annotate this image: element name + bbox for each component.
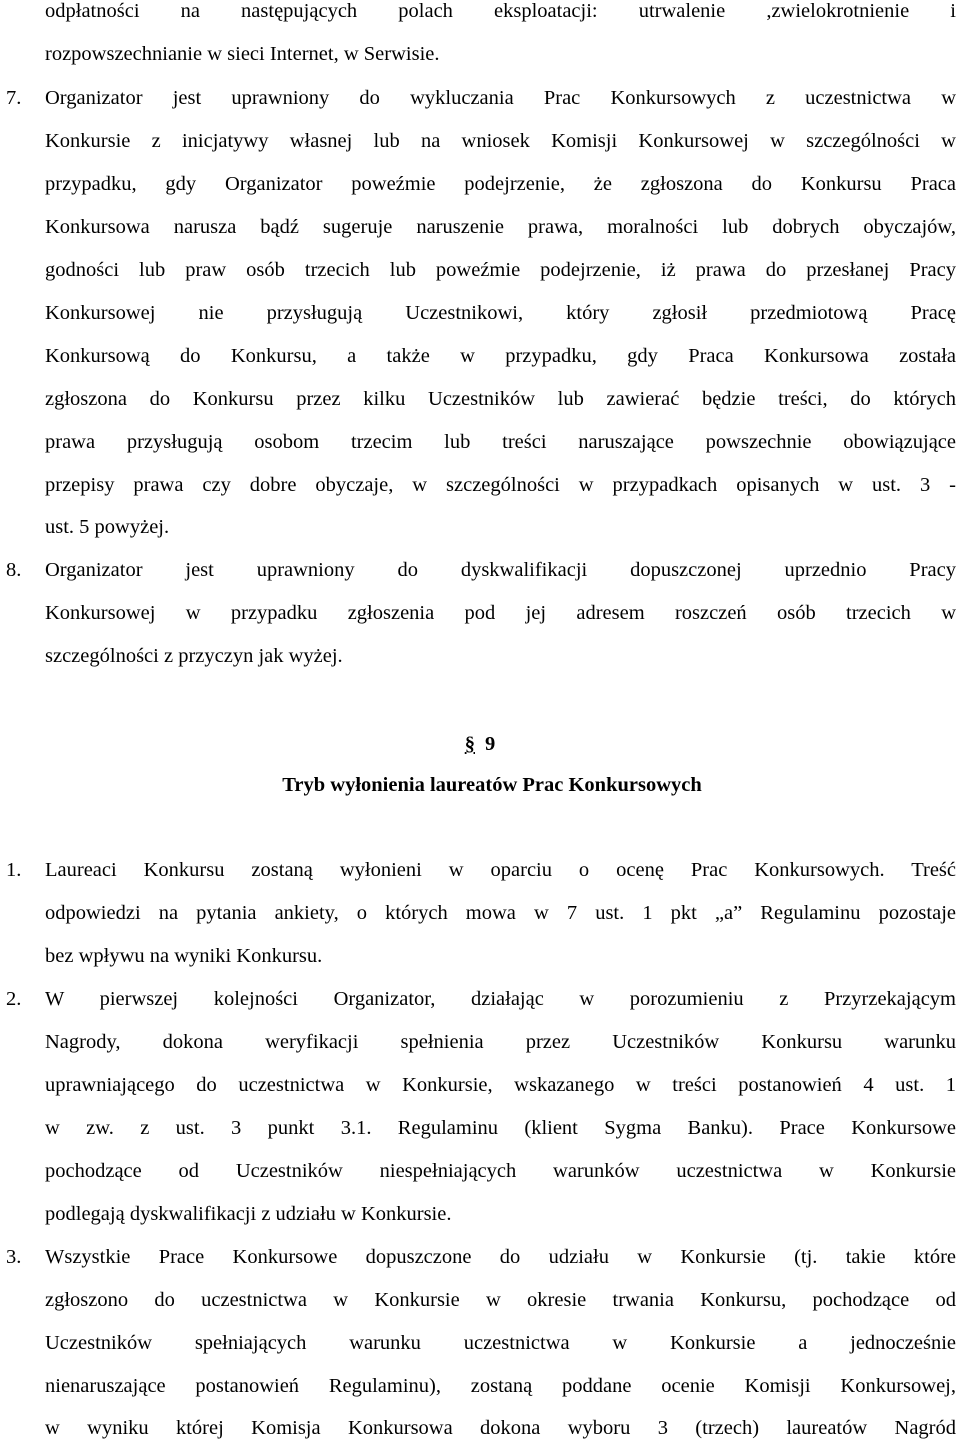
list-number: 3. — [6, 1246, 22, 1268]
text-line: zgłoszono do uczestnictwa w Konkursie w okresie trwania Konkursu, pochodzące od — [45, 1289, 956, 1311]
text-line: w zw. z ust. 3 punkt 3.1. Regulaminu (klient Sygma Banku). Prace Konkursowe — [45, 1117, 956, 1139]
text-line: przepisy prawa czy dobre obyczaje, w szczególności w przypadkach opisanych w ust. 3 - — [45, 474, 956, 496]
text-line: Laureaci Konkursu zostaną wyłonieni w oparciu o ocenę Prac Konkursowych. Treść — [45, 859, 956, 881]
text-line: Konkursowej nie przysługują Uczestnikowi, który zgłosił przedmiotową Pracę — [45, 302, 956, 324]
section-number — [0, 732, 960, 756]
text-line: zgłoszona do Konkursu przez kilku Uczestników lub zawierać będzie treści, do których — [45, 388, 956, 410]
text-line: prawa przysługują osobom trzecim lub treści naruszające powszechnie obowiązujące — [45, 431, 956, 453]
text-line: Wszystkie Prace Konkursowe dopuszczone do udziału w Konkursie (tj. takie które — [45, 1246, 956, 1268]
text-line: Organizator jest uprawniony do wykluczania Prac Konkursowych z uczestnictwa w — [45, 87, 956, 109]
text-line: Uczestników spełniających warunku uczestnictwa w Konkursie a jednocześnie — [45, 1332, 956, 1354]
text-line: podlegają dyskwalifikacji z udziału w Konkursie. — [45, 1203, 452, 1225]
text-line: Konkursie z inicjatywy własnej lub na wniosek Komisji Konkursowej w szczególności w — [45, 130, 956, 152]
text-line: szczególności z przyczyn jak wyżej. — [45, 645, 343, 667]
section-number-value: 9 — [485, 733, 496, 755]
text-line: ust. 5 powyżej. — [45, 516, 170, 538]
list-number: 2. — [6, 988, 22, 1010]
text-line: w wyniku której Komisja Konkursowa dokona wyboru 3 (trzech) laureatów Nagród — [45, 1417, 956, 1439]
section-symbol: § — [464, 733, 475, 755]
text-line: pochodzące od Uczestników niespełniających warunków uczestnictwa w Konkursie — [45, 1160, 956, 1182]
text-line: Organizator jest uprawniony do dyskwalifikacji dopuszczonej uprzednio Pracy — [45, 559, 956, 581]
text-line: Konkursowa narusza bądź sugeruje naruszenie prawa, moralności lub dobrych obyczajów, — [45, 216, 956, 238]
text-line: uprawniającego do uczestnictwa w Konkursie, wskazanego w treści postanowień 4 ust. 1 — [45, 1074, 956, 1096]
list-number: 7. — [6, 87, 22, 109]
text-line: godności lub praw osób trzecich lub poweźmie podejrzenie, iż prawa do przesłanej Pracy — [45, 259, 956, 281]
text-line: W pierwszej kolejności Organizator, działając w porozumieniu z Przyrzekającym — [45, 988, 956, 1010]
text-line: rozpowszechnianie w sieci Internet, w Serwisie. — [45, 43, 440, 65]
list-number: 8. — [6, 559, 22, 581]
text-line: nienaruszające postanowień Regulaminu), zostaną poddane ocenie Komisji Konkursowej, — [45, 1375, 956, 1397]
text-line: Konkursowej w przypadku zgłoszenia pod jej adresem roszczeń osób trzecich w — [45, 602, 956, 624]
text-line: Nagrody, dokona weryfikacji spełnienia przez Uczestników Konkursu warunku — [45, 1031, 956, 1053]
text-line: bez wpływu na wyniki Konkursu. — [45, 945, 323, 967]
list-number: 1. — [6, 859, 22, 881]
section-title: Tryb wyłonienia laureatów Prac Konkursowych — [282, 774, 702, 796]
text-line: Konkursową do Konkursu, a także w przypadku, gdy Praca Konkursowa została — [45, 345, 956, 367]
text-line: przypadku, gdy Organizator poweźmie podejrzenie, że zgłoszona do Konkursu Praca — [45, 173, 956, 195]
text-line: odpowiedzi na pytania ankiety, o których mowa w 7 ust. 1 pkt „a” Regulaminu pozostaje — [45, 902, 956, 924]
text-line: odpłatności na następujących polach eksploatacji: utrwalenie ,zwielokrotnienie i — [45, 0, 956, 22]
